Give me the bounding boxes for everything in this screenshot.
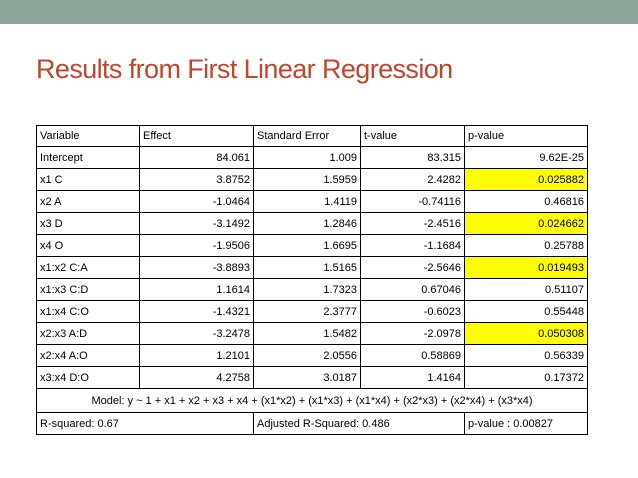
cell-effect: 1.1614 (140, 279, 254, 301)
cell-p-value: 0.025882 (465, 169, 588, 191)
table-row (37, 323, 588, 345)
cell-variable: x3 D (37, 213, 140, 235)
cell-effect: 4.2758 (140, 367, 254, 389)
cell-t-value: -0.6023 (361, 301, 465, 323)
cell-t-value: 0.67046 (361, 279, 465, 301)
table-row (37, 279, 588, 301)
cell-variable: x2:x4 A:O (37, 345, 140, 367)
table-row (37, 345, 588, 367)
cell-t-value: 2.4282 (361, 169, 465, 191)
table-row (37, 213, 588, 235)
cell-effect: 3.8752 (140, 169, 254, 191)
table-row (37, 169, 588, 191)
cell-variable: x2 A (37, 191, 140, 213)
cell-p-value: 0.46816 (465, 191, 588, 213)
cell-p-value: 0.25788 (465, 235, 588, 257)
cell-t-value: 1.4164 (361, 367, 465, 389)
cell-t-value: -2.0978 (361, 323, 465, 345)
cell-standard-error: 3.0187 (254, 367, 361, 389)
adjusted-r-squared: Adjusted R-Squared: 0.486 (254, 413, 465, 435)
cell-standard-error: 1.4119 (254, 191, 361, 213)
cell-standard-error: 1.5959 (254, 169, 361, 191)
cell-t-value: -1.1684 (361, 235, 465, 257)
cell-t-value: -0.74116 (361, 191, 465, 213)
table-header-row (37, 126, 588, 147)
cell-standard-error: 1.7323 (254, 279, 361, 301)
header-t-value: t-value (361, 126, 465, 147)
cell-effect: -3.1492 (140, 213, 254, 235)
table-row (37, 367, 588, 389)
top-decorative-band (0, 0, 638, 24)
model-summary-row (37, 413, 588, 435)
cell-p-value: 9.62E-25 (465, 147, 588, 169)
overall-p-value: p-value : 0.00827 (465, 413, 588, 435)
cell-standard-error: 1.6695 (254, 235, 361, 257)
slide-title: Results from First Linear Regression (36, 54, 453, 84)
cell-variable: x4 O (37, 235, 140, 257)
cell-effect: -1.0464 (140, 191, 254, 213)
cell-p-value: 0.51107 (465, 279, 588, 301)
cell-effect: -1.9506 (140, 235, 254, 257)
cell-standard-error: 2.3777 (254, 301, 361, 323)
cell-standard-error: 2.0556 (254, 345, 361, 367)
cell-p-value: 0.019493 (465, 257, 588, 279)
cell-effect: -3.2478 (140, 323, 254, 345)
header-effect: Effect (140, 126, 254, 147)
cell-variable: x1:x3 C:D (37, 279, 140, 301)
model-formula-row (37, 389, 588, 413)
header-variable: Variable (37, 126, 140, 147)
table-row (37, 301, 588, 323)
cell-standard-error: 1.2846 (254, 213, 361, 235)
header-standard-error: Standard Error (254, 126, 361, 147)
regression-results-table (36, 125, 588, 435)
cell-variable: x2:x3 A:D (37, 323, 140, 345)
header-p-value: p-value (465, 126, 588, 147)
cell-t-value: -2.5646 (361, 257, 465, 279)
cell-p-value: 0.55448 (465, 301, 588, 323)
cell-standard-error: 1.009 (254, 147, 361, 169)
cell-effect: -3.8893 (140, 257, 254, 279)
table-row (37, 191, 588, 213)
cell-standard-error: 1.5165 (254, 257, 361, 279)
cell-t-value: 83.315 (361, 147, 465, 169)
cell-t-value: 0.58869 (361, 345, 465, 367)
model-formula: Model: y ~ 1 + x1 + x2 + x3 + x4 + (x1*x2) + (x1*x3) + (x1*x4) + (x2*x3) + (x2*x4) + (x3*x4) (37, 389, 588, 413)
table-row (37, 257, 588, 279)
cell-effect: -1.4321 (140, 301, 254, 323)
cell-p-value: 0.56339 (465, 345, 588, 367)
cell-p-value: 0.17372 (465, 367, 588, 389)
cell-effect: 1.2101 (140, 345, 254, 367)
table-row (37, 147, 588, 169)
r-squared: R-squared: 0.67 (37, 413, 254, 435)
cell-effect: 84.061 (140, 147, 254, 169)
cell-p-value: 0.024662 (465, 213, 588, 235)
cell-t-value: -2.4516 (361, 213, 465, 235)
cell-variable: x3:x4 D:O (37, 367, 140, 389)
cell-variable: Intercept (37, 147, 140, 169)
cell-standard-error: 1.5482 (254, 323, 361, 345)
cell-variable: x1:x2 C:A (37, 257, 140, 279)
cell-variable: x1 C (37, 169, 140, 191)
cell-variable: x1:x4 C:O (37, 301, 140, 323)
table-row (37, 235, 588, 257)
cell-p-value: 0.050308 (465, 323, 588, 345)
